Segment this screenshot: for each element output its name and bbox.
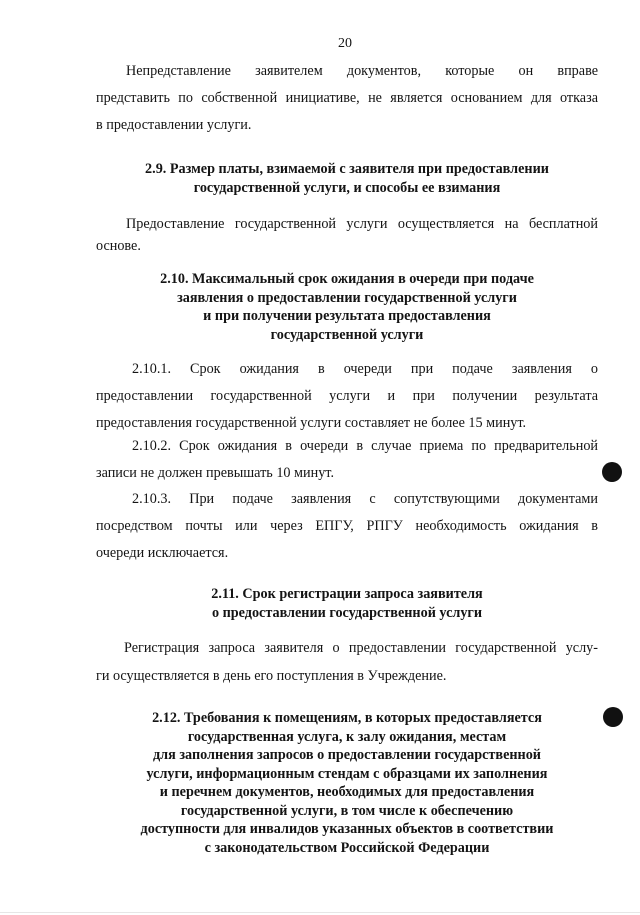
heading-line: для заполнения запросов о предоставлении государственной <box>153 747 541 763</box>
text-line: предоставлении государственной услуги и при получении результата <box>96 388 598 404</box>
heading-line: 2.11. Срок регистрации запроса заявителя <box>211 586 483 602</box>
paragraph-free-of-charge <box>96 213 598 257</box>
punch-hole-mark <box>603 707 623 727</box>
section-heading-2-11 <box>96 585 598 622</box>
heading-line: заявления о предоставлении государственной услуги <box>177 289 517 306</box>
page-number: 20 <box>338 36 352 51</box>
heading-line: 2.9. Размер платы, взимаемой с заявителя при предоставлении <box>145 161 549 177</box>
heading-line: и перечнем документов, необходимых для предоставления <box>159 784 535 800</box>
heading-line: 2.12. Требования к помещениям, в которых предоставляется <box>152 710 542 726</box>
text-line: представить по собственной инициативе, не является основанием для отказа <box>96 90 598 106</box>
paragraph-2-10-2 <box>96 433 598 487</box>
heading-line: услуги, информационным стендам с образцами их заполнения <box>146 765 548 782</box>
heading-line: государственной услуги <box>270 326 424 343</box>
section-heading-2-10 <box>96 270 598 344</box>
section-heading-2-12 <box>96 709 598 857</box>
text-line: Предоставление государственной услуги осуществляется на бесплатной <box>126 216 598 232</box>
heading-line: государственная услуга, к залу ожидания, местам <box>187 728 507 745</box>
heading-line: государственной услуги, и способы ее взимания <box>193 179 501 196</box>
heading-line: 2.10. Максимальный срок ожидания в очереди при подаче <box>160 271 534 287</box>
punch-hole-mark <box>602 462 622 482</box>
text-line: ги осуществляется в день его поступления в Учреждение. <box>96 668 447 684</box>
paragraph-2-10-3 <box>96 486 598 567</box>
text-line: 2.10.2. Срок ожидания в очереди в случае приема по предварительной <box>132 438 598 454</box>
heading-line: доступности для инвалидов указанных объектов в соответствии <box>140 821 554 837</box>
paragraph-documents-not-submitted <box>96 58 598 139</box>
text-line: Регистрация запроса заявителя о предоставлении государственной услу- <box>124 640 598 656</box>
text-line: очереди исключается. <box>96 545 229 561</box>
text-line: Непредставление заявителем документов, которые он вправе <box>126 63 598 79</box>
heading-line: государственной услуги, в том числе к обеспечению <box>180 802 514 819</box>
text-line: основе. <box>96 238 141 254</box>
heading-line: о предоставлении государственной услуги <box>211 604 483 621</box>
heading-line: с законодательством Российской Федерации <box>204 839 490 856</box>
text-line: 2.10.1. Срок ожидания в очереди при подаче заявления о <box>132 361 598 377</box>
text-line: посредством почты или через ЕПГУ, РПГУ необходимость ожидания в <box>96 518 598 534</box>
text-line: в предоставлении услуги. <box>96 117 252 133</box>
text-line: 2.10.3. При подаче заявления с сопутствующими документами <box>132 491 598 507</box>
text-line: записи не должен превышать 10 минут. <box>96 465 334 481</box>
paragraph-2-10-1 <box>96 356 598 437</box>
section-heading-2-9 <box>96 160 598 197</box>
paragraph-2-11 <box>96 634 598 690</box>
scan-edge-line <box>0 912 640 913</box>
heading-line: и при получении результата предоставления <box>203 308 491 324</box>
text-line: предоставления государственной услуги составляет не более 15 минут. <box>96 415 527 431</box>
